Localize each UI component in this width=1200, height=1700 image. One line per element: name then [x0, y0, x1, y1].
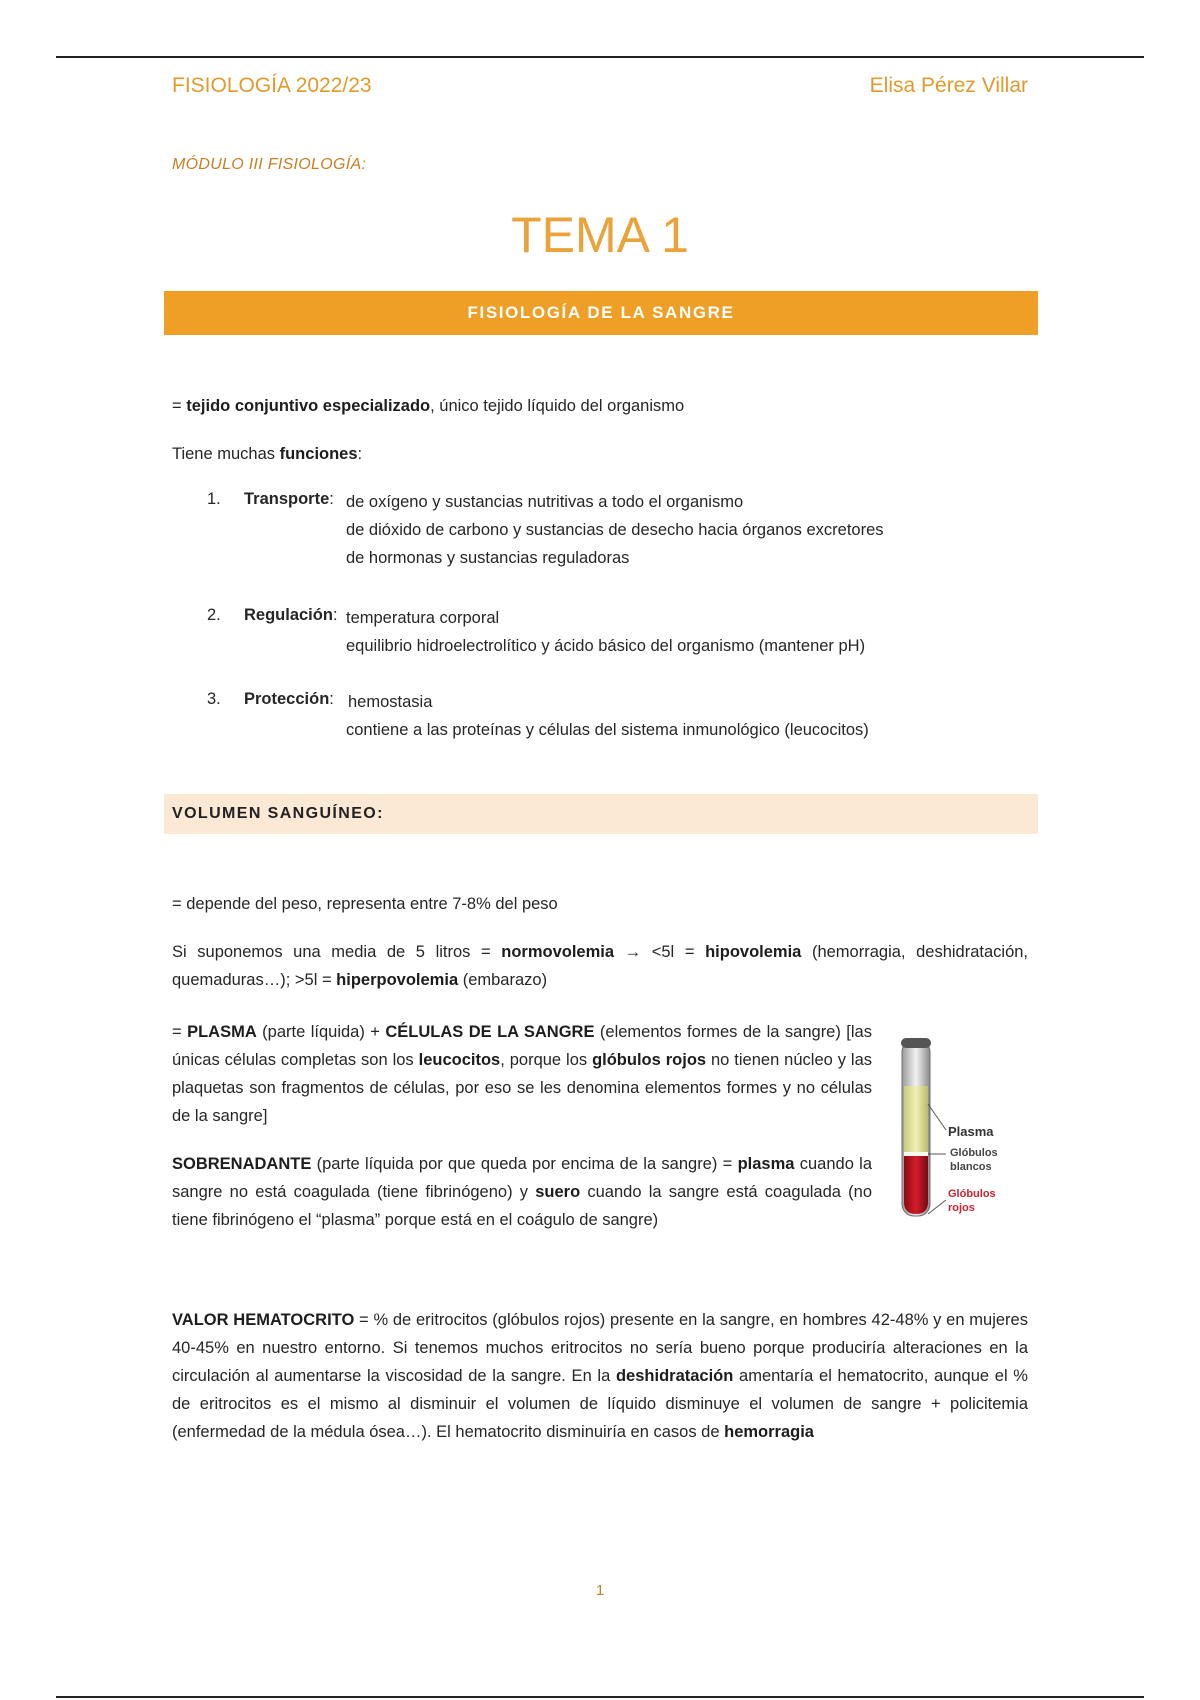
label-plasma: Plasma — [948, 1124, 994, 1139]
vol-p2-c: → <5l = — [614, 943, 706, 961]
plasma-p-h: glóbulos rojos — [592, 1051, 707, 1069]
sobrenadante-paragraph — [172, 1150, 872, 1234]
function-term-text: Protección — [244, 690, 330, 708]
plasma-p-f: leucocitos — [418, 1051, 501, 1069]
sobre-p-b: (parte líquida por que queda por encima de la sangre) = — [311, 1155, 738, 1173]
blood-tube-illustration — [888, 1034, 1048, 1224]
bottom-rule — [56, 1696, 1144, 1698]
page-number: 1 — [595, 1582, 605, 1599]
banner-text: FISIOLOGÍA DE LA SANGRE — [467, 303, 735, 322]
plasma-p-i: no tienen núcleo y las plaquetas son fragmentos de células, por eso se les denomina elementos formes y no células de la sangre] — [172, 1051, 872, 1125]
header-author: Elisa Pérez Villar — [869, 74, 1028, 97]
function-number: 1. — [207, 490, 221, 508]
function-term-text: Regulación — [244, 606, 333, 624]
functions-intro-post: : — [357, 445, 363, 463]
function-line: hemostasia — [348, 693, 433, 711]
label-red-2: rojos — [948, 1202, 975, 1214]
sobre-p-c: plasma — [737, 1155, 795, 1173]
function-number: 2. — [207, 606, 221, 624]
function-line: de oxígeno y sustancias nutritivas a todo el organismo — [346, 493, 744, 511]
vol-p2-d: hipovolemia — [705, 943, 802, 961]
functions-intro-pre: Tiene muchas — [172, 445, 280, 463]
plasma-p-d: CÉLULAS DE LA SANGRE — [385, 1023, 595, 1041]
label-white-1: Glóbulos — [950, 1147, 998, 1159]
intro-rest: , único tejido líquido del organismo — [430, 397, 685, 415]
hemato-p-d: amentaría el hematocrito, aunque el % de eritrocitos es el mismo al disminuir el volumen de líquido disminuye el volumen de sangre + policitemia (enfermedad de la médula ósea…). El hematocrito disminuiría en casos de — [172, 1367, 1028, 1441]
function-sep: : — [329, 490, 334, 508]
title-banner — [164, 291, 1038, 335]
page-title: TEMA 1 — [511, 207, 689, 263]
function-number: 3. — [207, 690, 221, 708]
hemato-p-e: hemorragia — [724, 1423, 814, 1441]
label-red-1: Glóbulos — [948, 1188, 996, 1200]
vol-p2-b: normovolemia — [501, 943, 615, 961]
intro-eq: = — [172, 397, 187, 415]
function-line: de hormonas y sustancias reguladoras — [346, 549, 630, 567]
hemato-p-c: deshidratación — [615, 1367, 734, 1385]
function-line: contiene a las proteínas y células del sistema inmunológico (leucocitos) — [346, 721, 869, 739]
tube-white-layer — [904, 1152, 928, 1156]
plasma-pointer — [928, 1104, 946, 1130]
sobre-p-f: cuando la sangre está coagulada (no tiene fibrinógeno el “plasma” porque está en el coágulo de sangre) — [172, 1183, 872, 1229]
function-line: de dióxido de carbono y sustancias de desecho hacia órganos excretores — [346, 521, 884, 539]
label-white-2: blancos — [950, 1161, 992, 1173]
tube-cap — [901, 1038, 931, 1048]
plasma-p-c: (parte líquida) + — [256, 1023, 386, 1041]
functions-intro — [172, 440, 362, 468]
function-term — [244, 606, 338, 625]
volume-paragraph-2 — [172, 938, 1028, 994]
function-term — [244, 490, 334, 509]
plasma-p-g: , porque los — [500, 1051, 593, 1069]
section-heading-text: VOLUMEN SANGUÍNEO: — [172, 805, 384, 822]
plasma-paragraph — [172, 1018, 872, 1130]
function-line: equilibrio hidroelectrolítico y ácido básico del organismo (mantener pH) — [346, 637, 866, 655]
top-rule — [56, 56, 1144, 58]
plasma-p-e: (elementos formes de la sangre) [las únicas células completas son los — [172, 1023, 872, 1069]
function-sep: : — [332, 606, 338, 624]
hemato-p-a: VALOR HEMATOCRITO — [172, 1311, 355, 1329]
vol-p2-g: (embarazo) — [458, 971, 548, 989]
sobre-p-e: suero — [535, 1183, 581, 1201]
functions-intro-bold: funciones — [279, 445, 358, 463]
vol-p2-f: hiperpovolemia — [336, 971, 459, 989]
function-sep: : — [329, 690, 334, 708]
vol-p2-e: (hemorragia, deshidratación, quemaduras…); >5l = — [172, 943, 1029, 989]
plasma-p-b: PLASMA — [187, 1023, 257, 1041]
tube-red-layer — [904, 1156, 928, 1214]
intro-paragraph — [172, 392, 684, 420]
vol-p2-a: Si suponemos una media de 5 litros = — [172, 943, 502, 961]
hematocrito-paragraph — [172, 1306, 1028, 1446]
plasma-p-a: = — [172, 1023, 188, 1041]
function-term-text: Transporte — [244, 490, 330, 508]
module-label: MÓDULO III FISIOLOGÍA: — [172, 156, 367, 173]
sobre-p-a: SOBRENADANTE — [172, 1155, 312, 1173]
volume-paragraph-1: = depende del peso, representa entre 7-8% del peso — [172, 895, 558, 913]
section-heading-volumen — [164, 794, 1038, 834]
red-pointer — [928, 1200, 946, 1214]
function-line: temperatura corporal — [346, 609, 500, 627]
hemato-p-b: = % de eritrocitos (glóbulos rojos) presente en la sangre, en hombres 42-48% y en mujeres 40-45% en nuestro entorno. Si tenemos muchos eritrocitos no sería bueno porque produciría alteraciones en la circulación al aumentarse la viscosidad de la sangre. En la — [172, 1311, 1028, 1385]
intro-bold: tejido conjuntivo especializado — [186, 397, 431, 415]
header-course: FISIOLOGÍA 2022/23 — [172, 74, 372, 97]
sobre-p-d: cuando la sangre no está coagulada (tiene fibrinógeno) y — [172, 1155, 872, 1201]
function-term — [244, 690, 334, 709]
